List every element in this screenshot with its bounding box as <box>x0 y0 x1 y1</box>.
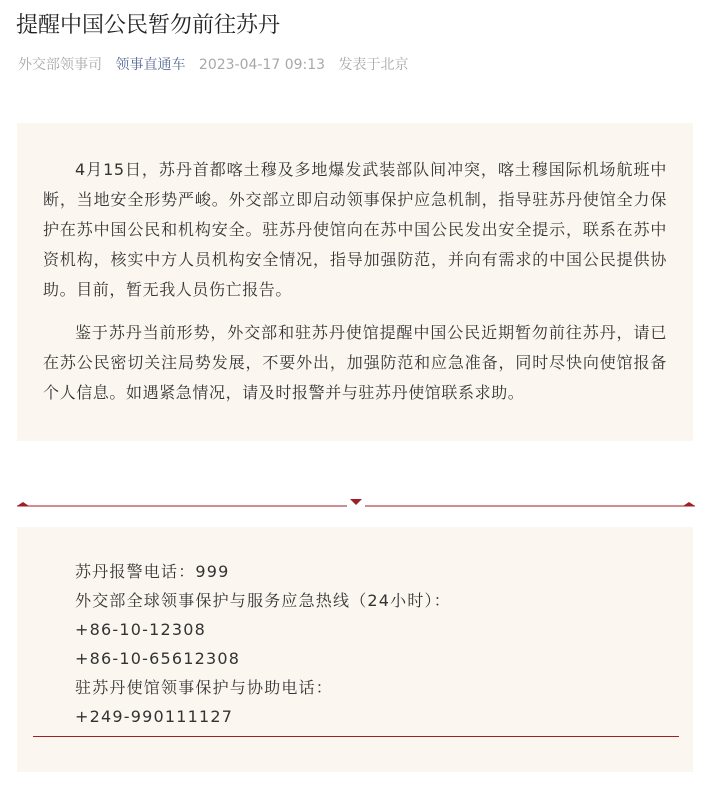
article-meta <box>18 54 418 76</box>
contact-line: 驻苏丹使馆领事保护与协助电话： <box>75 678 334 697</box>
contact-line: +86-10-65612308 <box>75 649 241 668</box>
contacts-bottom-rule <box>33 736 679 737</box>
contacts-panel <box>17 527 693 772</box>
article-title: 提醒中国公民暂勿前往苏丹 <box>16 13 281 38</box>
contact-line: +249-990111127 <box>75 707 234 726</box>
contact-line: 外交部全球领事保护与服务应急热线（24小时）： <box>75 591 451 610</box>
notice-paragraph-1: 4月15日，苏丹首都喀土穆及多地爆发武装部队间冲突，喀土穆国际机场航班中断，当地安全形势严峻。外交部立即启动领事保护应急机制，指导驻苏丹使馆全力保护在苏中国公民和机构安全。驻苏丹使馆向在苏中国公民发出安全提示，联系在苏中资机构，核实中方人员机构安全情况，指导加强防范，并向有需求的中国公民提供协助。目前，暂无我人员伤亡报告。 <box>43 160 667 299</box>
publish-datetime: 2023-04-17 09:13 <box>198 57 326 73</box>
contact-line: 苏丹报警电话：999 <box>75 562 230 581</box>
publish-location: 发表于北京 <box>338 57 409 73</box>
notice-paragraph-2: 鉴于苏丹当前形势，外交部和驻苏丹使馆提醒中国公民近期暂勿前往苏丹，请已在苏公民密切关注局势发展，不要外出，加强防范和应急准备，同时尽快向使馆报备个人信息。如遇紧急情况，请及时报警并与驻苏丹使馆联系求助。 <box>43 323 667 402</box>
decorative-divider <box>17 496 695 510</box>
author-label: 外交部领事司 <box>18 57 102 73</box>
divider-left-triangle-icon <box>17 502 29 506</box>
notice-panel <box>17 123 693 441</box>
contact-line: +86-10-12308 <box>75 620 206 639</box>
divider-right-triangle-icon <box>683 502 695 506</box>
account-name-link[interactable]: 领事直通车 <box>115 57 186 73</box>
